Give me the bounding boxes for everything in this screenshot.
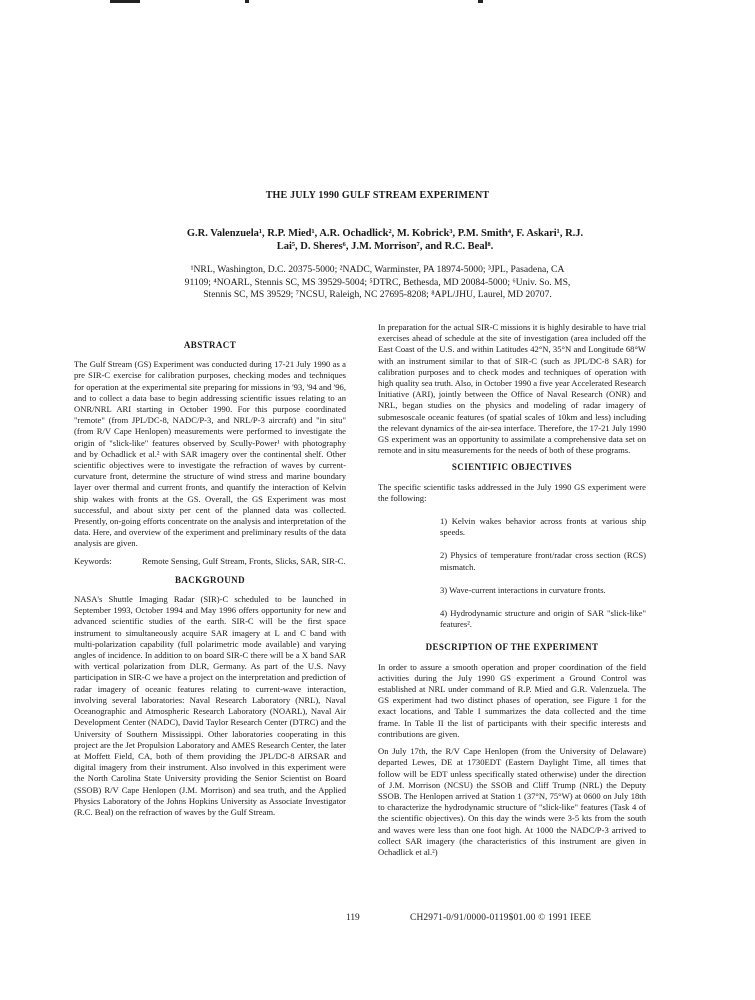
copyright-code: CH2971-0/91/0000-0119$01.00 © 1991 IEEE	[410, 913, 592, 923]
scan-mark	[110, 0, 140, 3]
paper-title: THE JULY 1990 GULF STREAM EXPERIMENT	[265, 190, 490, 201]
preparation-text: In preparation for the actual SIR-C missions it is highly desirable to have trial exercises ahead of schedule at the site of investigation (area included off the East Coast of the U.S. and within Latitudes 42°N, 35°N and Longitude 68°W with an instrument similar to that of SIR-C (such as JPL/DC-8 SAR) for calibration purposes and to check modes and techniques of operation with high quality sea truth. Also, in October 1990 a five year Accelerated Research Initiative (ARI), jointly between the Office of Naval Research (ONR) and NRL, began studies on the physics and modeling of radar imagery of submesoscale oceanic features (of spatial scales of 10km and less) including the relevant dynamics of the air-sea interface. Therefore, the 17-21 July 1990 GS experiment was an opportunity to assimilate a comprehensive data set on remote and in situ measurements for the needs of both of these programs.	[378, 322, 646, 456]
left-column	[74, 336, 346, 824]
author-line: G.R. Valenzuela¹, R.P. Mied¹, A.R. Ochadlick², M. Kobrick³, P.M. Smith⁴, F. Askari¹, R.J.	[186, 228, 584, 239]
background-text: NASA's Shuttle Imaging Radar (SIR)-C scheduled to be launched in September 1993, October 1994 and May 1996 offers opportunity for new and advanced scientific studies of the earth. SIR-C will be the first space instrument to simultaneously acquire SAR imagery at L and C band with multi-polarization capability (full polarimetric mode available) and varying angles of incidence. In addition to on board SIR-C there will be a X band SAR with vertical polarization from DLR, Germany. As part of the U.S. Navy participation in SIR-C we have a project on the interpretation and prediction of radar imagery of oceanic features relating to current-wave interaction, involving several laboratories: Naval Research Laboratory (NRL), Naval Oceanographic and Atmospheric Research Laboratory (NOARL), Naval Air Development Center (NADC), David Taylor Research Center (DTRC) and the University of Southern Mississippi. Other laboratories cooperating in this project are the Jet Propulsion Laboratory and AMES Research Center, the later at Moffett Field, CA, both of them providing the JPL/DC-8 AIRSAR and digital imagery from their instrument. Also involved in this experiment were the North Carolina State University providing the Senior Scientist on Board (SSOB) R/V Cape Henlopen (J.M. Morrison) and sea truth, and the Applied Physics Laboratory of the Johns Hopkins University as Associate Investigator (R.C. Beal) on the refraction of waves by the Gulf Stream.	[74, 594, 346, 817]
affiliation-line: 91109; ⁴NOARL, Stennis SC, MS 39529-5004; ⁵DTRC, Bethesda, MD 20084-5000; ⁶Univ. So. MS,	[184, 276, 571, 288]
scan-mark	[245, 0, 249, 3]
abstract-heading: ABSTRACT	[183, 340, 237, 350]
affiliation-line: ¹NRL, Washington, D.C. 20375-5000; ²NADC, Warminster, PA 18974-5000; ³JPL, Pasadena, CA	[190, 264, 565, 275]
objective-item: 3) Wave-current interactions in curvature fronts.	[440, 584, 606, 595]
right-column	[378, 322, 646, 864]
keywords-text: Remote Sensing, Gulf Stream, Fronts, Slicks, SAR, SIR-C.	[142, 555, 346, 566]
objective-item: 1) Kelvin wakes behavior across fronts at various ship speeds.	[440, 516, 646, 538]
scan-mark	[478, 0, 483, 3]
objective-item: 2) Physics of temperature front/radar cross section (RCS) mismatch.	[440, 550, 646, 572]
background-heading: BACKGROUND	[174, 574, 245, 585]
affiliation-line: Stennis SC, MS 39529; ⁷NCSU, Raleigh, NC 27695-8208; ⁸APL/JHU, Laurel, MD 20707.	[203, 289, 552, 300]
author-line: Lai⁵, D. Sheres⁶, J.M. Morrison⁷, and R.C. Beal⁸.	[276, 241, 494, 252]
objectives-intro: The specific scientific tasks addressed in the July 1990 GS experiment were the following:	[378, 481, 646, 503]
keywords-label: Keywords:	[74, 555, 112, 566]
affiliation-list	[150, 264, 605, 302]
objective-item: 4) Hydrodynamic structure and origin of SAR "slick-like" features².	[440, 608, 646, 630]
keywords	[74, 556, 346, 567]
description-paragraph: In order to assure a smooth operation and proper coordination of the field activities during the July 1990 GS experiment a Ground Control was established at NRL under command of R.P. Mied and G.R. Valenzuela. The GS experiment had two distinct phases of operation, see Figure 1 for the exact locations, and Table I summarizes the data collected and the time frame. In Table II the list of participants with their specific interests and contributions are given.	[378, 661, 646, 739]
objectives-heading: SCIENTIFIC OBJECTIVES	[451, 462, 573, 473]
author-list	[150, 227, 620, 253]
description-paragraph: On July 17th, the R/V Cape Henlopen (from the University of Delaware) departed Lewes, DE at 1730EDT (Eastern Daylight Time, all times that follow will be EDT unless specifically stated otherwise) under the direction of J.M. Morrison (NCSU) the SSOB and Cliff Trump (NRL) the Deputy SSOB. The Henlopen arrived at Station 1 (37°N, 75°W) at 0600 on July 18th to characterize the hydrodynamic structure of "slick-like" features (Task 4 of the scientific objectives). On this day the winds were 3-5 kts from the south and waves were less than one foot high. At 1000 the NADC/P-3 arrived to collect SAR imagery (the characteristics of this instrument are given in Ochadlick et al.²)	[378, 746, 646, 857]
abstract-text: The Gulf Stream (GS) Experiment was conducted during 17-21 July 1990 as a pre SIR-C exercise for calibration purposes, checking modes and techniques for operation at the experimental site preparing for missions in '93, '94 and '96, and to collect a data base to begin addressing scientific issues relating to an ONR/NRL ARI starting in October 1990. For this purpose coordinated "remote" (from JPL/DC-8, NADC/P-3, and NRL/P-3 aircraft) and "in situ" (from R/V Cape Henlopen) measurements were performed to investigate the origin of "slick-like" features observed by Scully-Power¹ with photography and by Ochadlick et al.² with SAR imagery over the continental shelf. Other scientific objectives were to investigate the refraction of waves by current-curvature front, determine the structure of wind stress and marine boundary layer over thermal and current fronts, and quantify the interaction of Kelvin ship wakes with fronts at the GS. Overall, the GS Experiment was most successful, and about sixty per cent of the planned data was collected. Presently, on-going efforts concentrate on the analysis and interpretation of the data. Here, and overview of the experiment and preliminary results of the data analysis are given.	[74, 359, 346, 549]
page-number: 119	[346, 913, 360, 923]
description-heading: DESCRIPTION OF THE EXPERIMENT	[425, 642, 599, 653]
